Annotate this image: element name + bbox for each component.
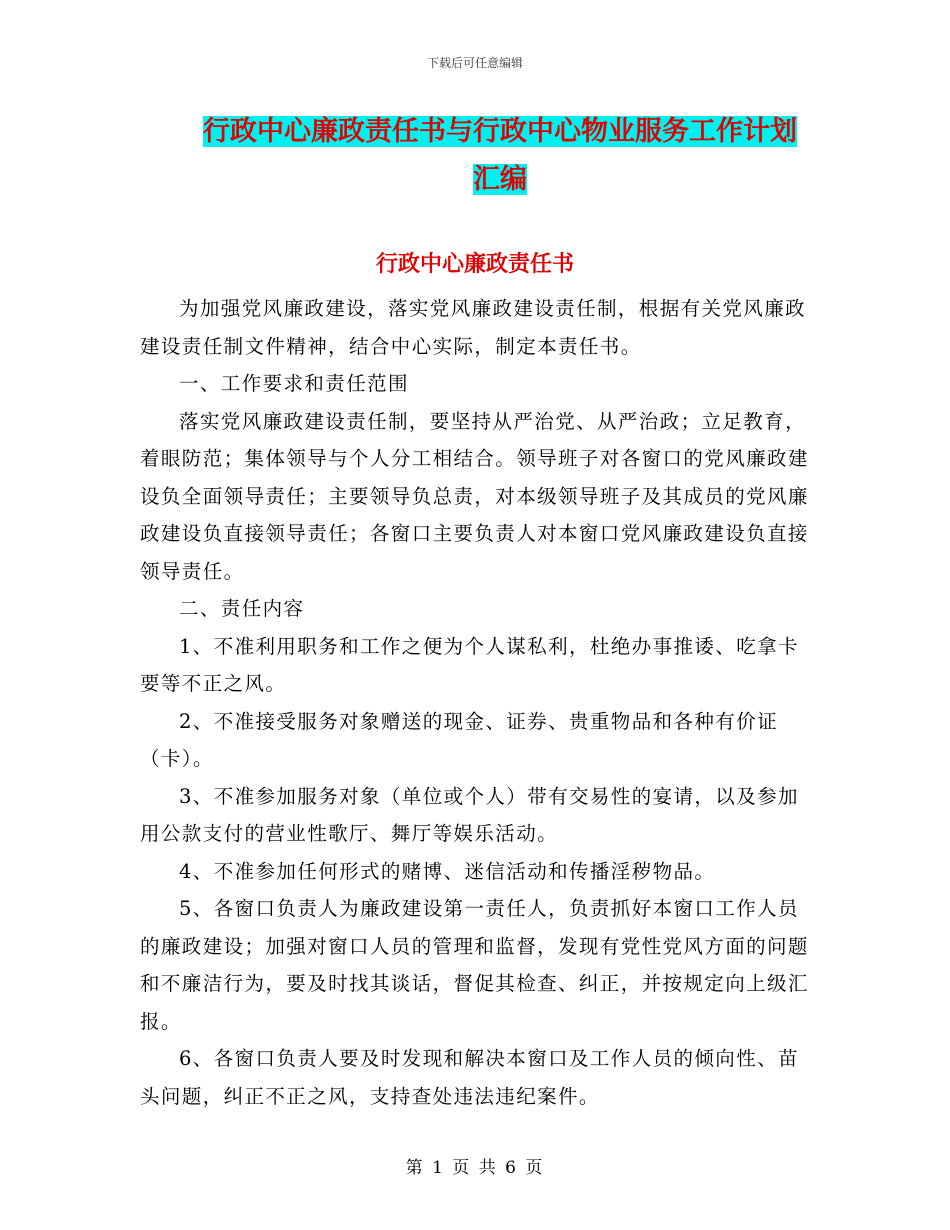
list-item-6: 6、各窗口负责人要及时发现和解决本窗口及工作人员的倾向性、苗头问题，纠正不正之风，支持查处违法违纪案件。 [140,1047,799,1108]
document-title-text: 行政中心廉政责任书与行政中心物业服务工作计划汇编 [203,116,797,195]
document-body [140,290,810,1115]
list-item-2: 2、不准接受服务对象赠送的现金、证券、贵重物品和各种有价证（卡）。 [140,709,779,770]
list-item-5: 5、各窗口负责人为廉政建设第一责任人，负责抓好本窗口工作人员的廉政建设；加强对窗口人员的管理和监督，发现有党性党风方面的问题和不廉洁行为，要及时找其谈话，督促其检查、纠正，并按规定向上级汇报。 [140,897,809,1033]
paragraph-requirements: 落实党风廉政建设责任制，要坚持从严治党、从严治政；立足教育，着眼防范；集体领导与个人分工相结合。领导班子对各窗口的党风廉政建设负全面领导责任；主要领导负总责，对本级领导班子及其成员的党风廉政建设负直接领导责任；各窗口主要负责人对本窗口党风廉政建设负直接领导责任。 [140,409,809,583]
paragraph-intro: 为加强党风廉政建设，落实党风廉政建设责任制，根据有关党风廉政建设责任制文件精神，结合中心实际，制定本责任书。 [140,297,807,358]
list-item-1: 1、不准利用职务和工作之便为个人谋私利，杜绝办事推诿、吃拿卡要等不正之风。 [140,634,799,695]
list-item-3: 3、不准参加服务对象（单位或个人）带有交易性的宴请，以及参加用公款支付的营业性歌厅、舞厅等娱乐活动。 [140,784,799,845]
header-note: 下载后可任意编辑 [426,56,523,70]
list-item-4: 4、不准参加任何形式的赌博、迷信活动和传播淫秽物品。 [179,859,716,883]
heading-work-requirements: 一、工作要求和责任范围 [179,372,409,395]
heading-responsibilities: 二、责任内容 [179,597,305,620]
section-title: 行政中心廉政责任书 [375,251,574,277]
document-title [190,108,810,204]
page-footer: 第 1 页 共 6 页 [405,1158,545,1178]
